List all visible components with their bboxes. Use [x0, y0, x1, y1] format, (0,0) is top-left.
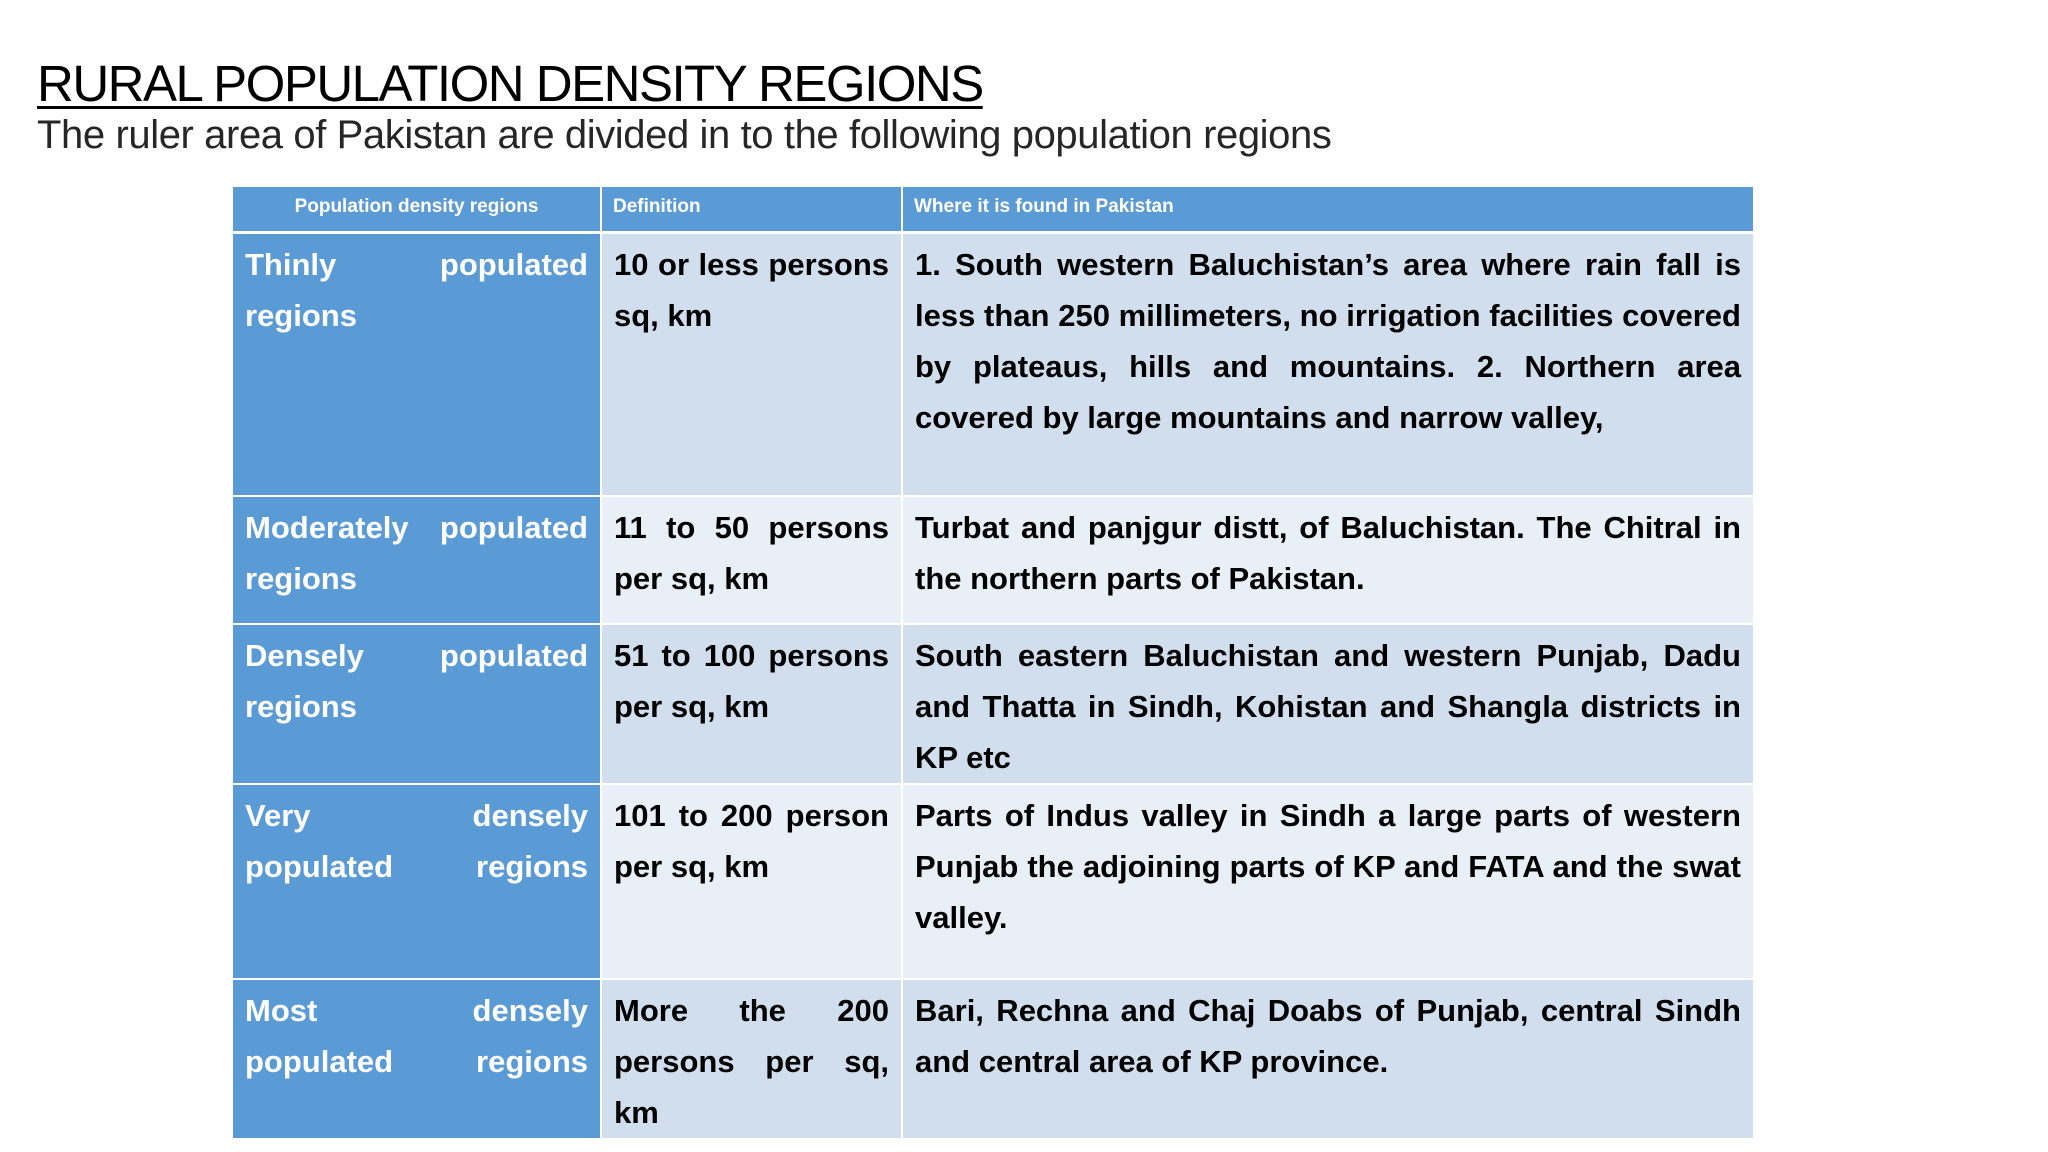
slide-title: RURAL POPULATION DENSITY REGIONS — [37, 55, 983, 112]
where-found-cell: Turbat and panjgur distt, of Baluchistan. The Chitral in the northern parts of Pakistan. — [903, 497, 1753, 625]
where-found-cell: Parts of Indus valley in Sindh a large parts of western Punjab the adjoining parts of KP and FATA and the swat valley. — [903, 785, 1753, 980]
table-row — [233, 785, 1753, 980]
table-header-row — [233, 187, 1753, 234]
population-density-table — [233, 187, 1753, 1140]
region-cell — [233, 980, 602, 1140]
definition-cell: 10 or less persons sq, km — [602, 234, 903, 497]
region-cell — [233, 497, 602, 625]
region-text: Moderately populated regions — [245, 510, 588, 596]
table-row — [233, 234, 1753, 497]
definition-cell: 101 to 200 person per sq, km — [602, 785, 903, 980]
region-text: Thinly populated regions — [245, 247, 588, 333]
definition-cell: 11 to 50 persons per sq, km — [602, 497, 903, 625]
where-found-cell: South eastern Baluchistan and western Punjab, Dadu and Thatta in Sindh, Kohistan and Shangla districts in KP etc — [903, 625, 1753, 785]
region-text: Very densely populated regions — [245, 798, 588, 884]
definition-cell: 51 to 100 persons per sq, km — [602, 625, 903, 785]
region-text: Most densely populated regions — [245, 993, 588, 1079]
region-cell — [233, 234, 602, 497]
where-found-cell: 1. South western Baluchistan’s area where rain fall is less than 250 millimeters, no irrigation facilities covered by plateaus, hills and mountains. 2. Northern area covered by large mountains and narrow valley, — [903, 234, 1753, 497]
where-found-cell: Bari, Rechna and Chaj Doabs of Punjab, central Sindh and central area of KP province. — [903, 980, 1753, 1140]
table-row — [233, 625, 1753, 785]
region-cell — [233, 785, 602, 980]
definition-cell: More the 200 persons per sq, km — [602, 980, 903, 1140]
table-row — [233, 497, 1753, 625]
slide-subtitle: The ruler area of Pakistan are divided in to the following population regions — [37, 113, 1332, 157]
region-cell — [233, 625, 602, 785]
header-definition: Definition — [602, 187, 903, 234]
region-text: Densely populated regions — [245, 638, 588, 724]
header-population-density-regions: Population density regions — [233, 187, 602, 234]
header-where-found: Where it is found in Pakistan — [903, 187, 1753, 234]
table-row — [233, 980, 1753, 1140]
